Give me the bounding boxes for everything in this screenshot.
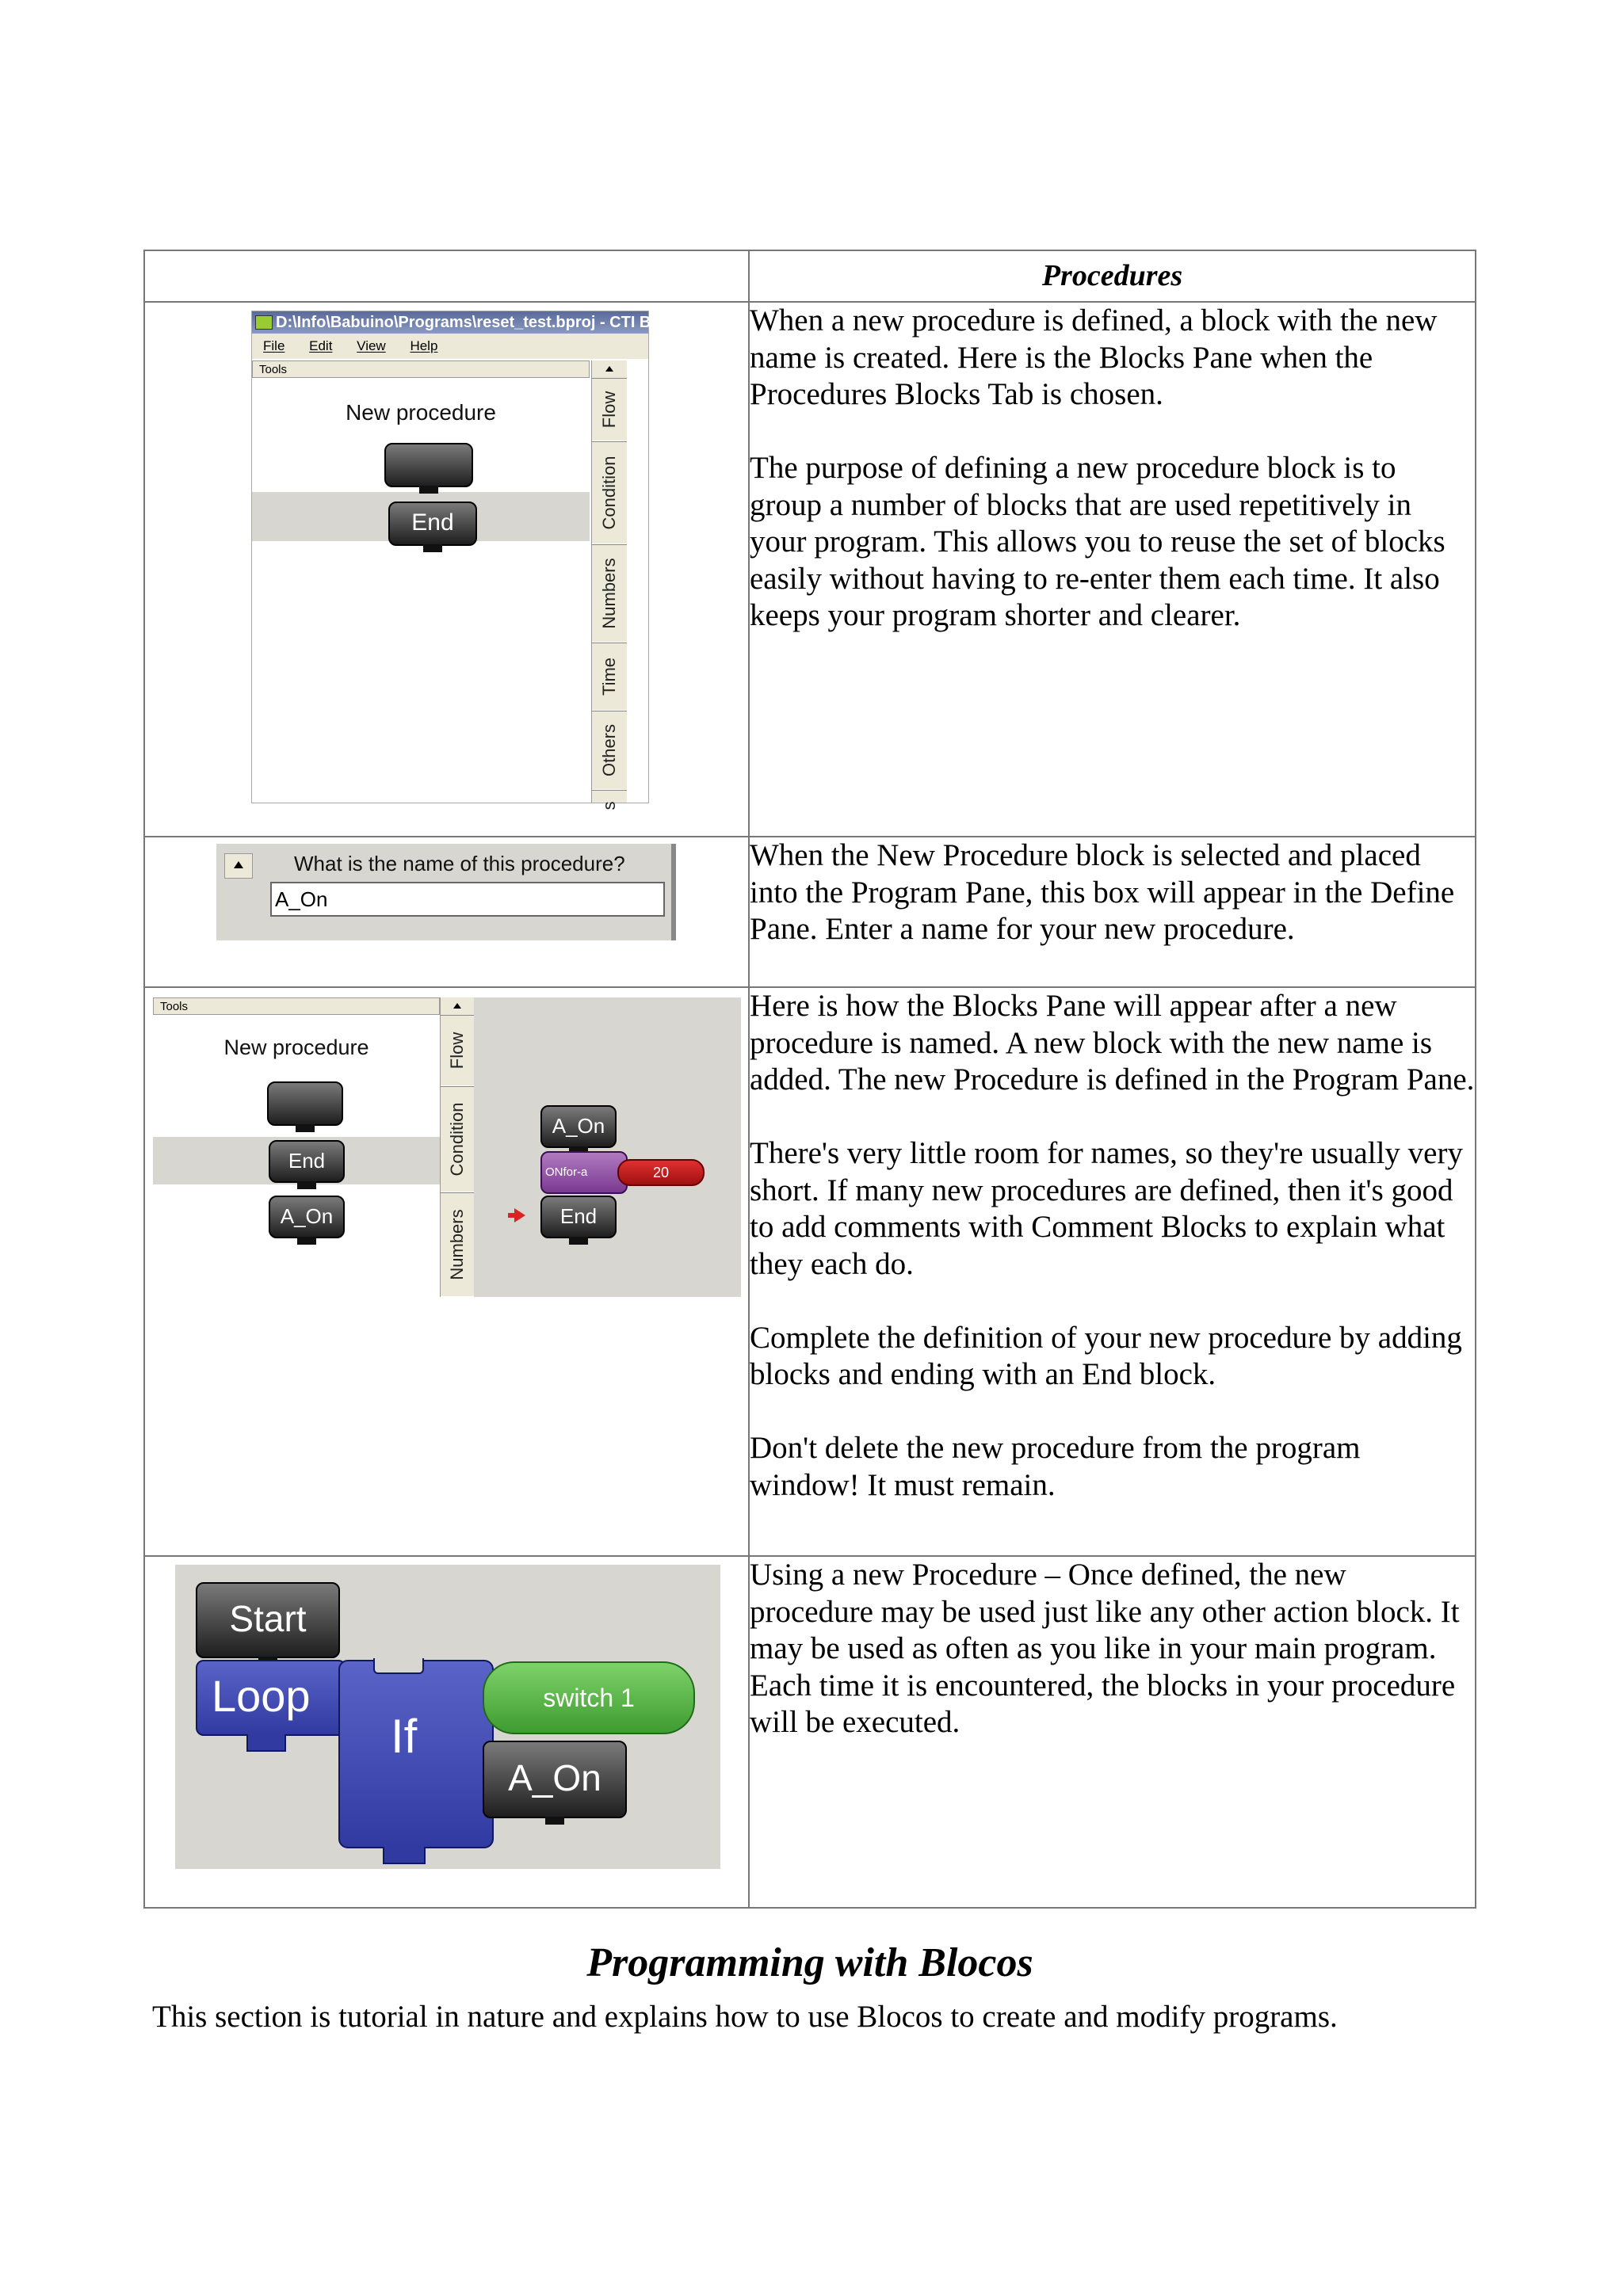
menu-bar (252, 334, 648, 359)
number-value: 20 (652, 1165, 670, 1180)
tab-time[interactable]: Time (592, 643, 627, 711)
a-on-block-label: A_On (280, 1204, 334, 1228)
tab-numbers[interactable]: Numbers (592, 544, 627, 643)
tools-bar: Tools (153, 997, 440, 1015)
program-pane-screenshot (175, 1565, 720, 1869)
start-block-label: Start (229, 1598, 307, 1639)
window-title: D:\Info\Babuino\Programs\reset_test.bproj - CTI Bl (276, 314, 655, 331)
row3-paragraph: There's very little room for names, so they're usually very short. If many new procedures are defined, then it's good to add comments with Comment Blocks to explain what they each do. (750, 1136, 1463, 1281)
named-procedure-screenshot (153, 997, 741, 1297)
tab-numbers[interactable]: Numbers (441, 1192, 474, 1297)
screenshot-blocks-pane-cell (144, 302, 749, 837)
tab-condition[interactable]: Condition (592, 441, 627, 544)
tab-others[interactable]: Others (592, 711, 627, 790)
app-icon (255, 315, 273, 330)
window-titlebar (252, 311, 655, 334)
if-top-notch (373, 1658, 424, 1674)
loop-block[interactable] (196, 1660, 346, 1736)
switch-condition-block[interactable] (483, 1661, 695, 1734)
end-block-label: End (288, 1149, 326, 1173)
if-tab (383, 1847, 426, 1864)
end-block[interactable] (269, 1140, 345, 1183)
a-on-procedure-block[interactable] (483, 1741, 627, 1818)
program-end-label: End (559, 1204, 598, 1228)
program-a-on-block[interactable] (540, 1105, 617, 1148)
loop-block-label: Loop (212, 1671, 311, 1721)
new-procedure-label: New procedure (346, 400, 496, 425)
procedures-table (143, 250, 1476, 1909)
scroll-up-arrow[interactable] (592, 360, 627, 379)
row2-text (749, 837, 1476, 987)
blocks-tabs (591, 360, 627, 810)
row3-paragraph: Complete the definition of your new procedure by adding blocks and ending with an End block. (750, 1320, 1462, 1391)
new-procedure-block[interactable] (384, 443, 473, 487)
new-procedure-label: New procedure (223, 1035, 369, 1059)
row3-paragraph: Don't delete the new procedure from the program window! It must remain. (750, 1431, 1361, 1502)
if-block[interactable] (338, 1660, 494, 1848)
switch-condition-label: switch 1 (543, 1684, 635, 1712)
define-pane-screenshot (216, 844, 676, 940)
section-title: Programming with Blocos (586, 1940, 1033, 1985)
blocks-tabs (440, 997, 474, 1297)
tab-flow[interactable]: Flow (592, 378, 627, 441)
tab-flow[interactable]: Flow (441, 1015, 474, 1086)
new-procedure-block[interactable] (267, 1081, 343, 1126)
table-header: Procedures (749, 250, 1476, 302)
define-prompt: What is the name of this procedure? (294, 852, 625, 875)
number-block[interactable] (617, 1159, 705, 1186)
end-block-label: End (411, 509, 454, 536)
collapse-arrow-icon[interactable] (224, 853, 253, 879)
if-block-label: If (391, 1710, 418, 1763)
header-empty-cell (144, 250, 749, 302)
blocks-pane (252, 378, 590, 803)
pointer-arrow-tail (508, 1213, 516, 1218)
program-end-block[interactable] (540, 1196, 617, 1238)
screenshot-define-pane-cell (144, 837, 749, 987)
onfor-a-block[interactable] (540, 1151, 628, 1194)
onfor-a-label: ONfor-a (545, 1165, 588, 1179)
end-block[interactable] (388, 502, 477, 546)
row1-paragraph: The purpose of defining a new procedure block is to group a number of blocks that are used repetitively in your program. This allows you to reuse the set of blocks easily without having to re-enter them each time. It also keeps your program shorter and clearer. (750, 451, 1445, 632)
row4-paragraph: Using a new Procedure – Once defined, the new procedure may be used just like any other action block. It may be used as often as you like in your main program. Each time it is encountered, the blocks in your procedure will be executed. (750, 1558, 1460, 1739)
row3-paragraph: Here is how the Blocks Pane will appear after a new procedure is named. A new block with the new name is added. The new Procedure is defined in the Program Pane. (750, 989, 1475, 1097)
scroll-up-arrow[interactable] (441, 997, 474, 1016)
start-block[interactable] (196, 1582, 340, 1658)
screenshot-program-cell (144, 1556, 749, 1908)
pane-right-border (671, 844, 676, 940)
a-on-procedure-label: A_On (508, 1757, 601, 1798)
pointer-arrow-icon (514, 1208, 525, 1222)
row2-paragraph: When the New Procedure block is selected and placed into the Program Pane, this box will appear in the Define Pane. Enter a name for your new procedure. (750, 838, 1455, 946)
blocks-pane-screenshot (251, 311, 655, 810)
section-intro-text: This section is tutorial in nature and explains how to use Blocos to create and modify programs. (152, 2000, 1338, 2034)
menu-view[interactable]: View (357, 338, 386, 353)
procedure-name-input[interactable]: A_On (270, 882, 665, 917)
program-a-on-label: A_On (552, 1114, 605, 1138)
menu-help[interactable]: Help (410, 338, 438, 353)
menu-file[interactable]: File (263, 338, 285, 353)
row1-paragraph: When a new procedure is defined, a block with the new name is created. Here is the Blocks Pane when the Procedures Blocks Tab is chosen. (750, 303, 1438, 411)
row1-text (749, 302, 1476, 837)
row3-text (749, 987, 1476, 1556)
menu-edit[interactable]: Edit (309, 338, 333, 353)
tools-bar: Tools (252, 360, 590, 378)
loop-tab (246, 1734, 286, 1752)
row4-text (749, 1556, 1476, 1908)
a-on-block[interactable] (269, 1196, 345, 1238)
tab-condition[interactable]: Condition (441, 1086, 474, 1192)
tab-procedures[interactable]: s (592, 790, 627, 822)
screenshot-named-procedure-cell (144, 987, 749, 1556)
